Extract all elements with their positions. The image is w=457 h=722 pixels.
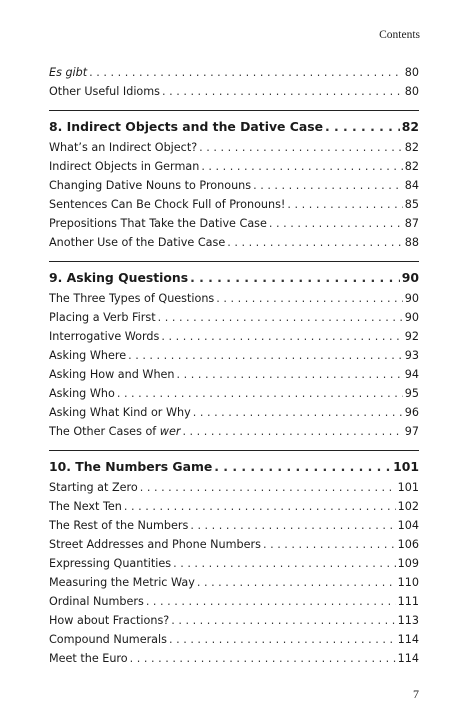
toc-entry[interactable] (49, 478, 419, 497)
dot-leader (201, 157, 402, 176)
toc-entry-page: 84 (404, 179, 419, 192)
toc-entry[interactable] (49, 214, 419, 233)
dot-leader (128, 346, 403, 365)
toc-entry-title-italic: wer (159, 425, 181, 438)
toc-entry-title: Asking What Kind or Why (49, 406, 191, 419)
toc-entry-page: 111 (397, 595, 419, 608)
chapter-divider (49, 110, 419, 111)
toc-entry[interactable] (49, 233, 419, 252)
toc-entry-title: Es gibt (49, 66, 88, 79)
toc-entry-page: 87 (404, 217, 419, 230)
toc-entry[interactable] (49, 573, 419, 592)
toc-entry-title: The Three Types of Questions (49, 292, 215, 305)
toc-entry-title-text: The Other Cases of (49, 425, 160, 438)
dot-leader (227, 233, 403, 252)
dot-leader (199, 138, 403, 157)
toc-entry[interactable] (49, 384, 419, 403)
toc-entry[interactable] (49, 289, 419, 308)
toc-entry[interactable] (49, 138, 419, 157)
toc-entry[interactable] (49, 592, 419, 611)
chapter-heading[interactable] (49, 456, 419, 478)
dot-leader (325, 116, 400, 138)
dot-leader (253, 176, 403, 195)
toc-entry-page: 88 (404, 236, 419, 249)
chapter-heading[interactable] (49, 116, 419, 138)
toc-entry[interactable] (49, 176, 419, 195)
toc-entry-page: 92 (404, 330, 419, 343)
toc-entry-title (49, 422, 180, 441)
toc-entry-title: Interrogative Words (49, 330, 160, 343)
toc-entry-page: 95 (404, 387, 419, 400)
toc-entry-title: Asking Where (49, 349, 127, 362)
toc-entry-title: Another Use of the Dative Case (49, 236, 226, 249)
table-of-contents (49, 63, 419, 668)
dot-leader (263, 535, 396, 554)
toc-entry-page: 106 (397, 538, 419, 551)
toc-entry-page: 96 (404, 406, 419, 419)
toc-entry-page: 114 (397, 652, 419, 665)
dot-leader (171, 611, 395, 630)
chapter-page: 90 (401, 270, 419, 285)
dot-leader (161, 327, 402, 346)
toc-entry-title: Sentences Can Be Chock Full of Pronouns! (49, 198, 286, 211)
dot-leader (146, 592, 396, 611)
toc-entry-title: Other Useful Idioms (49, 85, 160, 98)
dot-leader (216, 289, 403, 308)
toc-entry-title: Starting at Zero (49, 481, 138, 494)
toc-entry-page: 94 (404, 368, 419, 381)
running-head: Contents (379, 29, 420, 41)
dot-leader (140, 478, 396, 497)
dot-leader (177, 365, 403, 384)
toc-entry-title: Indirect Objects in German (49, 160, 200, 173)
toc-entry[interactable] (49, 630, 419, 649)
dot-leader (197, 573, 396, 592)
dot-leader (130, 649, 396, 668)
chapter-8-section (49, 110, 419, 252)
toc-entry-page: 104 (397, 519, 419, 532)
toc-entry-page: 102 (397, 500, 419, 513)
dot-leader (193, 403, 403, 422)
dot-leader (190, 267, 400, 289)
toc-entry[interactable] (49, 497, 419, 516)
toc-entry-title: Street Addresses and Phone Numbers (49, 538, 261, 551)
toc-entry[interactable] (49, 516, 419, 535)
toc-entry-title: Measuring the Metric Way (49, 576, 195, 589)
dot-leader (89, 63, 403, 82)
toc-entry[interactable] (49, 422, 419, 441)
dot-leader (117, 384, 403, 403)
toc-entry[interactable] (49, 63, 419, 82)
toc-entry-title: How about Fractions? (49, 614, 170, 627)
toc-entry-title: What’s an Indirect Object? (49, 141, 198, 154)
toc-entry-page: 90 (404, 311, 419, 324)
toc-entry[interactable] (49, 308, 419, 327)
page-number: 7 (413, 687, 419, 701)
toc-entry-title: Meet the Euro (49, 652, 128, 665)
toc-entry[interactable] (49, 365, 419, 384)
toc-entry-title: Asking Who (49, 387, 115, 400)
chapter-title: 8. Indirect Objects and the Dative Case (49, 119, 323, 134)
toc-entry-title: Expressing Quantities (49, 557, 172, 570)
toc-entry-page: 85 (404, 198, 419, 211)
toc-entry-page: 90 (404, 292, 419, 305)
dot-leader (182, 422, 402, 441)
chapter-title: 10. The Numbers Game (49, 459, 213, 474)
chapter-page: 82 (401, 119, 419, 134)
dot-leader (162, 82, 403, 101)
toc-entry-page: 82 (404, 141, 419, 154)
toc-entry-page: 101 (397, 481, 419, 494)
toc-entry-title: Ordinal Numbers (49, 595, 144, 608)
toc-entry-page: 109 (397, 557, 419, 570)
toc-entry-page: 93 (404, 349, 419, 362)
chapter-heading[interactable] (49, 267, 419, 289)
toc-entry[interactable] (49, 346, 419, 365)
toc-entry[interactable] (49, 157, 419, 176)
dot-leader (173, 554, 396, 573)
chapter-page: 101 (393, 459, 419, 474)
toc-entry-page: 80 (404, 85, 419, 98)
toc-entry[interactable] (49, 535, 419, 554)
dot-leader (158, 308, 403, 327)
chapter-divider (49, 450, 419, 451)
dot-leader (287, 195, 402, 214)
dot-leader (190, 516, 395, 535)
dot-leader (214, 456, 391, 478)
chapter-title: 9. Asking Questions (49, 270, 189, 285)
chapter-divider (49, 261, 419, 262)
toc-entry-page: 80 (404, 66, 419, 79)
toc-entry-page: 82 (404, 160, 419, 173)
toc-entry-title: Asking How and When (49, 368, 175, 381)
toc-entry[interactable] (49, 82, 419, 101)
toc-entry[interactable] (49, 611, 419, 630)
toc-entry-page: 97 (404, 425, 419, 438)
toc-entry-page: 113 (397, 614, 419, 627)
toc-entry-title: Compound Numerals (49, 633, 167, 646)
toc-entry-title: Placing a Verb First (49, 311, 156, 324)
toc-entry[interactable] (49, 554, 419, 573)
chapter-9-section (49, 261, 419, 441)
toc-entry-title: Prepositions That Take the Dative Case (49, 217, 267, 230)
dot-leader (269, 214, 403, 233)
dot-leader (169, 630, 396, 649)
toc-entry[interactable] (49, 195, 419, 214)
toc-entry-title: The Next Ten (49, 500, 122, 513)
toc-entry-page: 114 (397, 633, 419, 646)
toc-entry[interactable] (49, 649, 419, 668)
toc-entry-page: 110 (397, 576, 419, 589)
toc-entry[interactable] (49, 327, 419, 346)
toc-entry[interactable] (49, 403, 419, 422)
toc-entry-title: Changing Dative Nouns to Pronouns (49, 179, 252, 192)
chapter-10-section (49, 450, 419, 668)
toc-entry-title: The Rest of the Numbers (49, 519, 189, 532)
dot-leader (124, 497, 396, 516)
